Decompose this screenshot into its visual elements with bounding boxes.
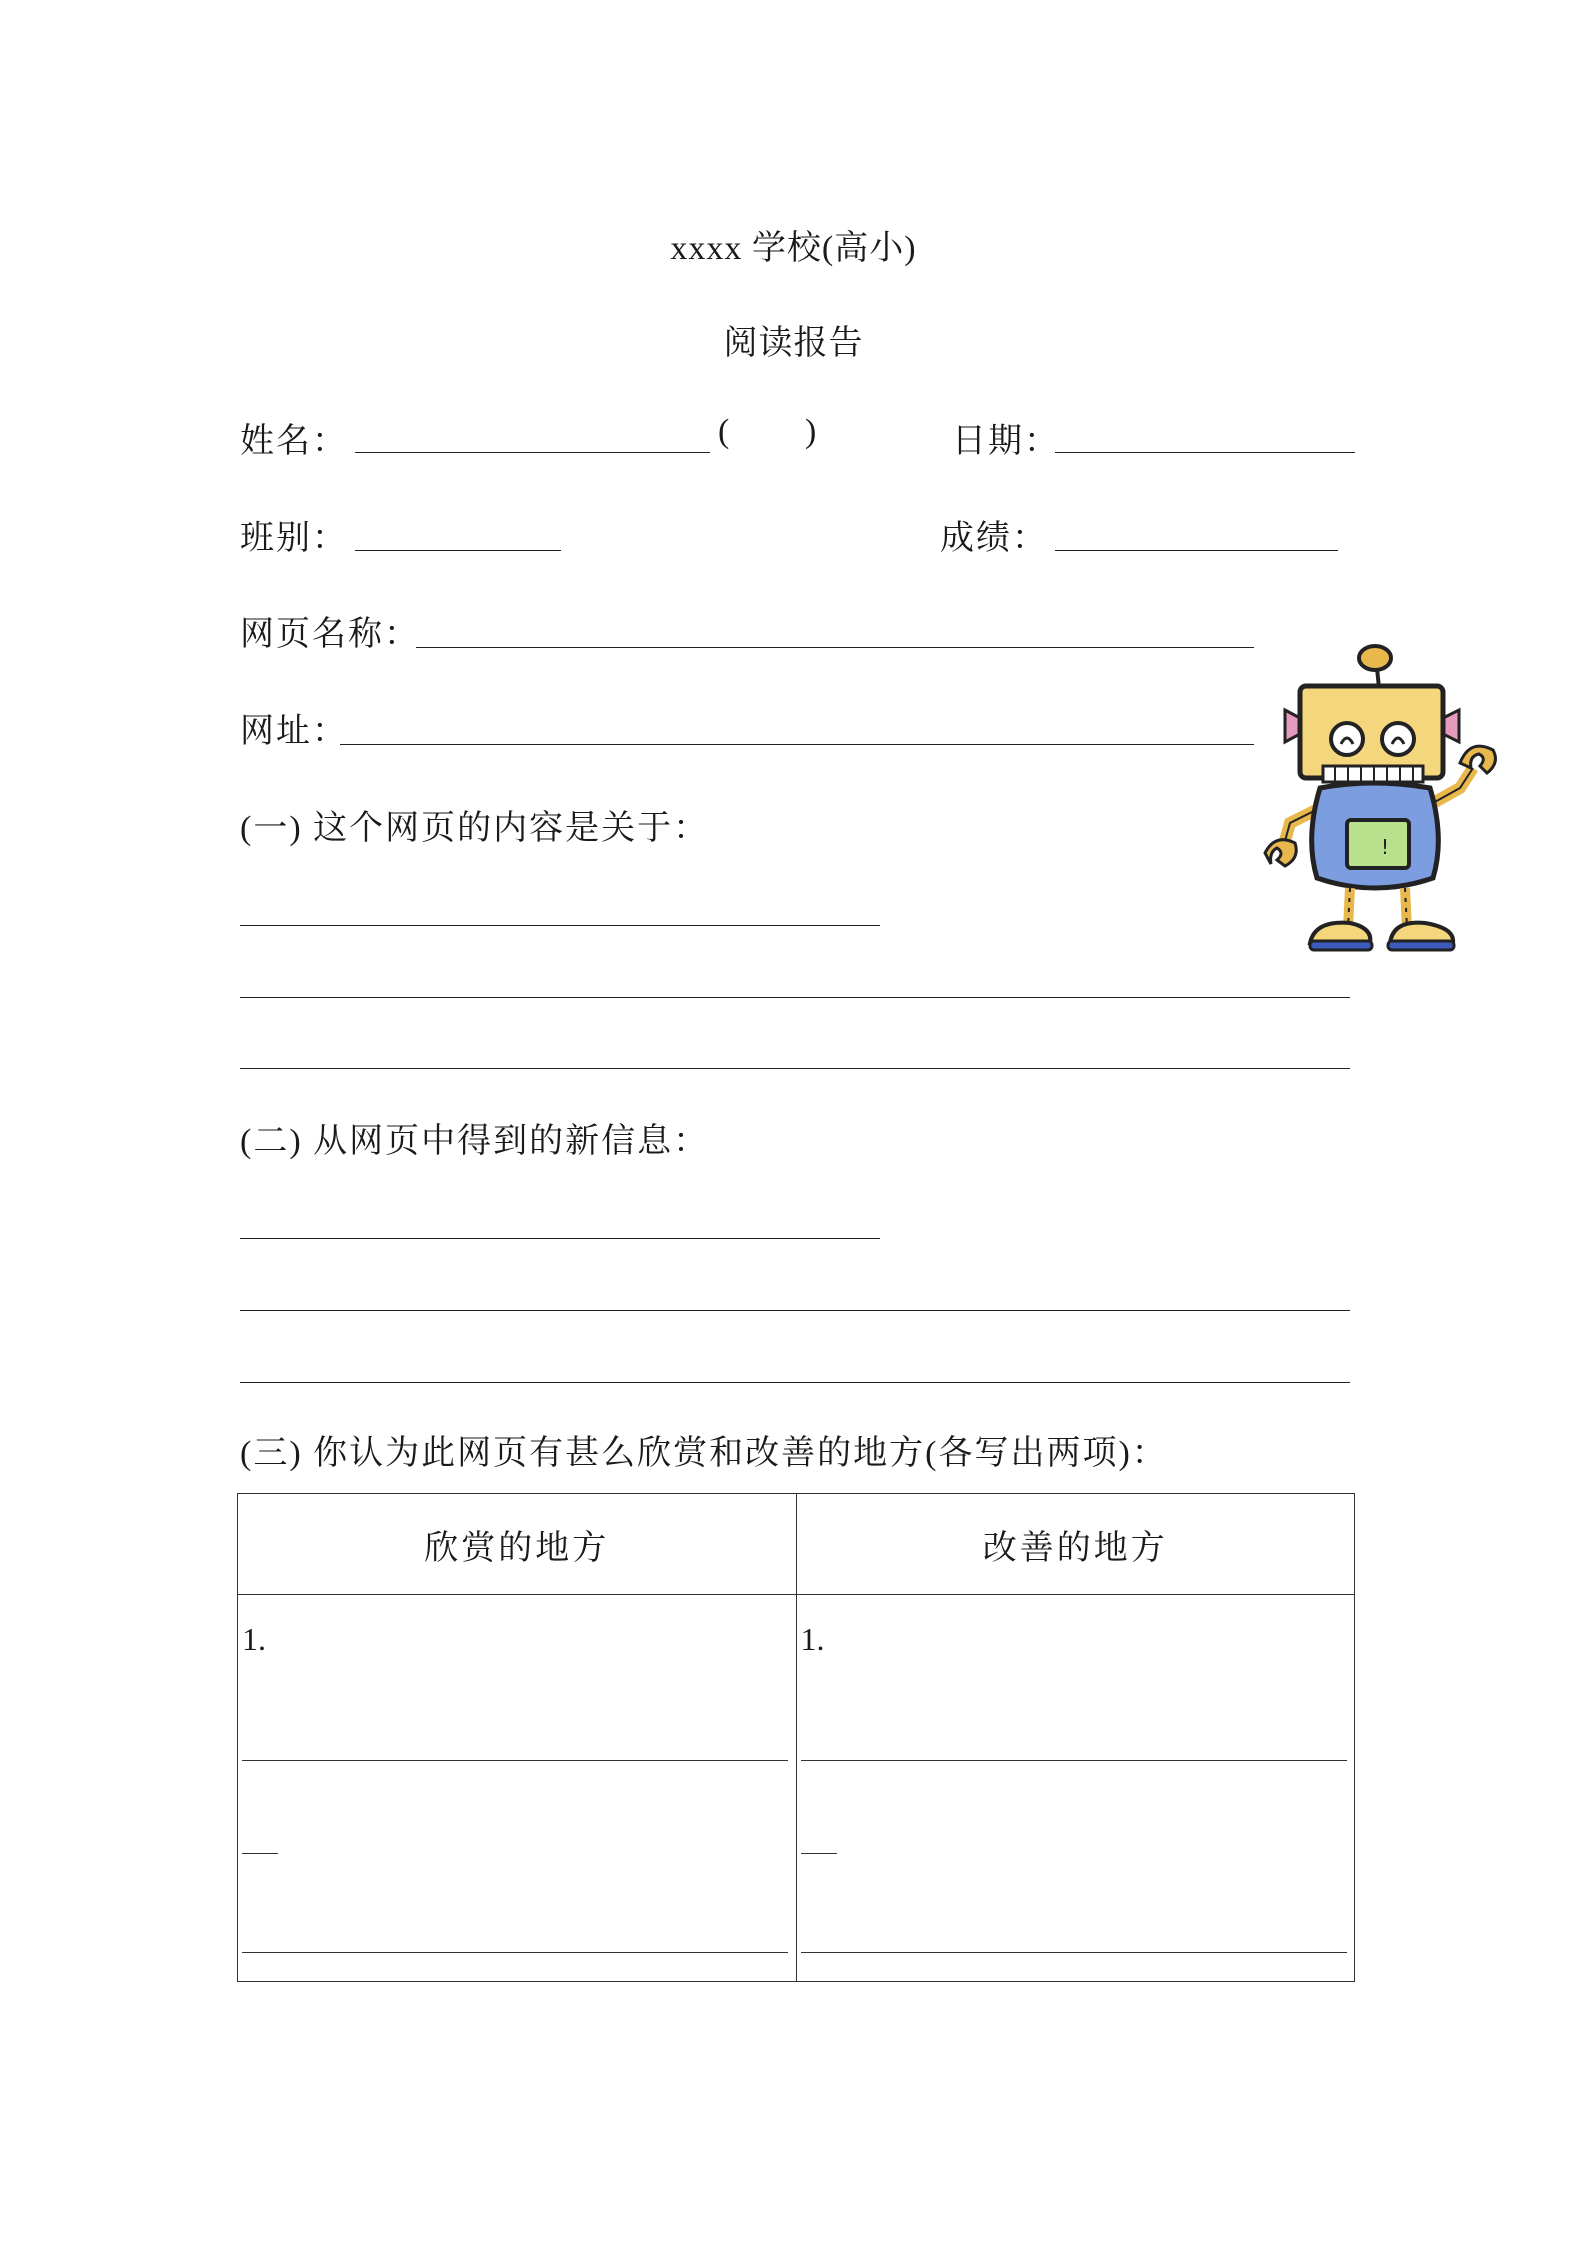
date-label: 日期： [952,423,1060,460]
name-paren-close: ) [805,413,817,450]
column-header-improve: 改善的地方 [796,1494,1355,1595]
improve-line-2[interactable] [801,1952,1347,1953]
improve-line-1[interactable] [801,1760,1347,1761]
appreciate-line-1[interactable] [242,1760,788,1761]
robot-icon [1255,638,1515,968]
school-title: xxxx 学校(高小) [670,230,917,267]
question-3: (三) 你认为此网页有甚么欣赏和改善的地方(各写出两项)： [240,1435,1168,1472]
webpage-name-field[interactable] [416,647,1254,648]
q1-answer-line-1[interactable] [240,925,880,926]
q2-answer-line-1[interactable] [240,1238,880,1239]
appreciate-item-2-marker [242,1853,278,1854]
q2-answer-line-2[interactable] [240,1310,1350,1311]
improve-item-2-marker [801,1853,837,1854]
report-title: 阅读报告 [723,325,864,362]
q1-answer-line-2[interactable] [240,997,1350,998]
appreciate-line-2[interactable] [242,1952,788,1953]
q1-answer-line-3[interactable] [240,1068,1350,1069]
class-field[interactable] [355,550,561,551]
improve-cell[interactable] [796,1595,1355,1982]
url-label: 网址： [240,713,348,750]
appreciate-cell[interactable] [238,1595,797,1982]
appreciate-item-number: 1. [242,1621,266,1657]
url-field[interactable] [340,744,1254,745]
name-paren-open: ( [718,413,730,450]
name-label: 姓名： [240,423,348,460]
webpage-name-label: 网页名称： [240,616,420,653]
score-label: 成绩： [940,520,1048,557]
q2-answer-line-3[interactable] [240,1382,1350,1383]
improve-item-number: 1. [800,1621,825,1657]
question-1: (一) 这个网页的内容是关于： [240,810,710,847]
column-header-appreciate: 欣赏的地方 [238,1494,797,1595]
name-field[interactable] [355,452,710,453]
svg-text:!: ! [1381,835,1390,859]
question-2: (二) 从网页中得到的新信息： [240,1123,710,1160]
date-field[interactable] [1055,452,1355,453]
score-field[interactable] [1055,550,1338,551]
evaluation-table [237,1493,1355,1982]
class-label: 班别： [240,520,348,557]
